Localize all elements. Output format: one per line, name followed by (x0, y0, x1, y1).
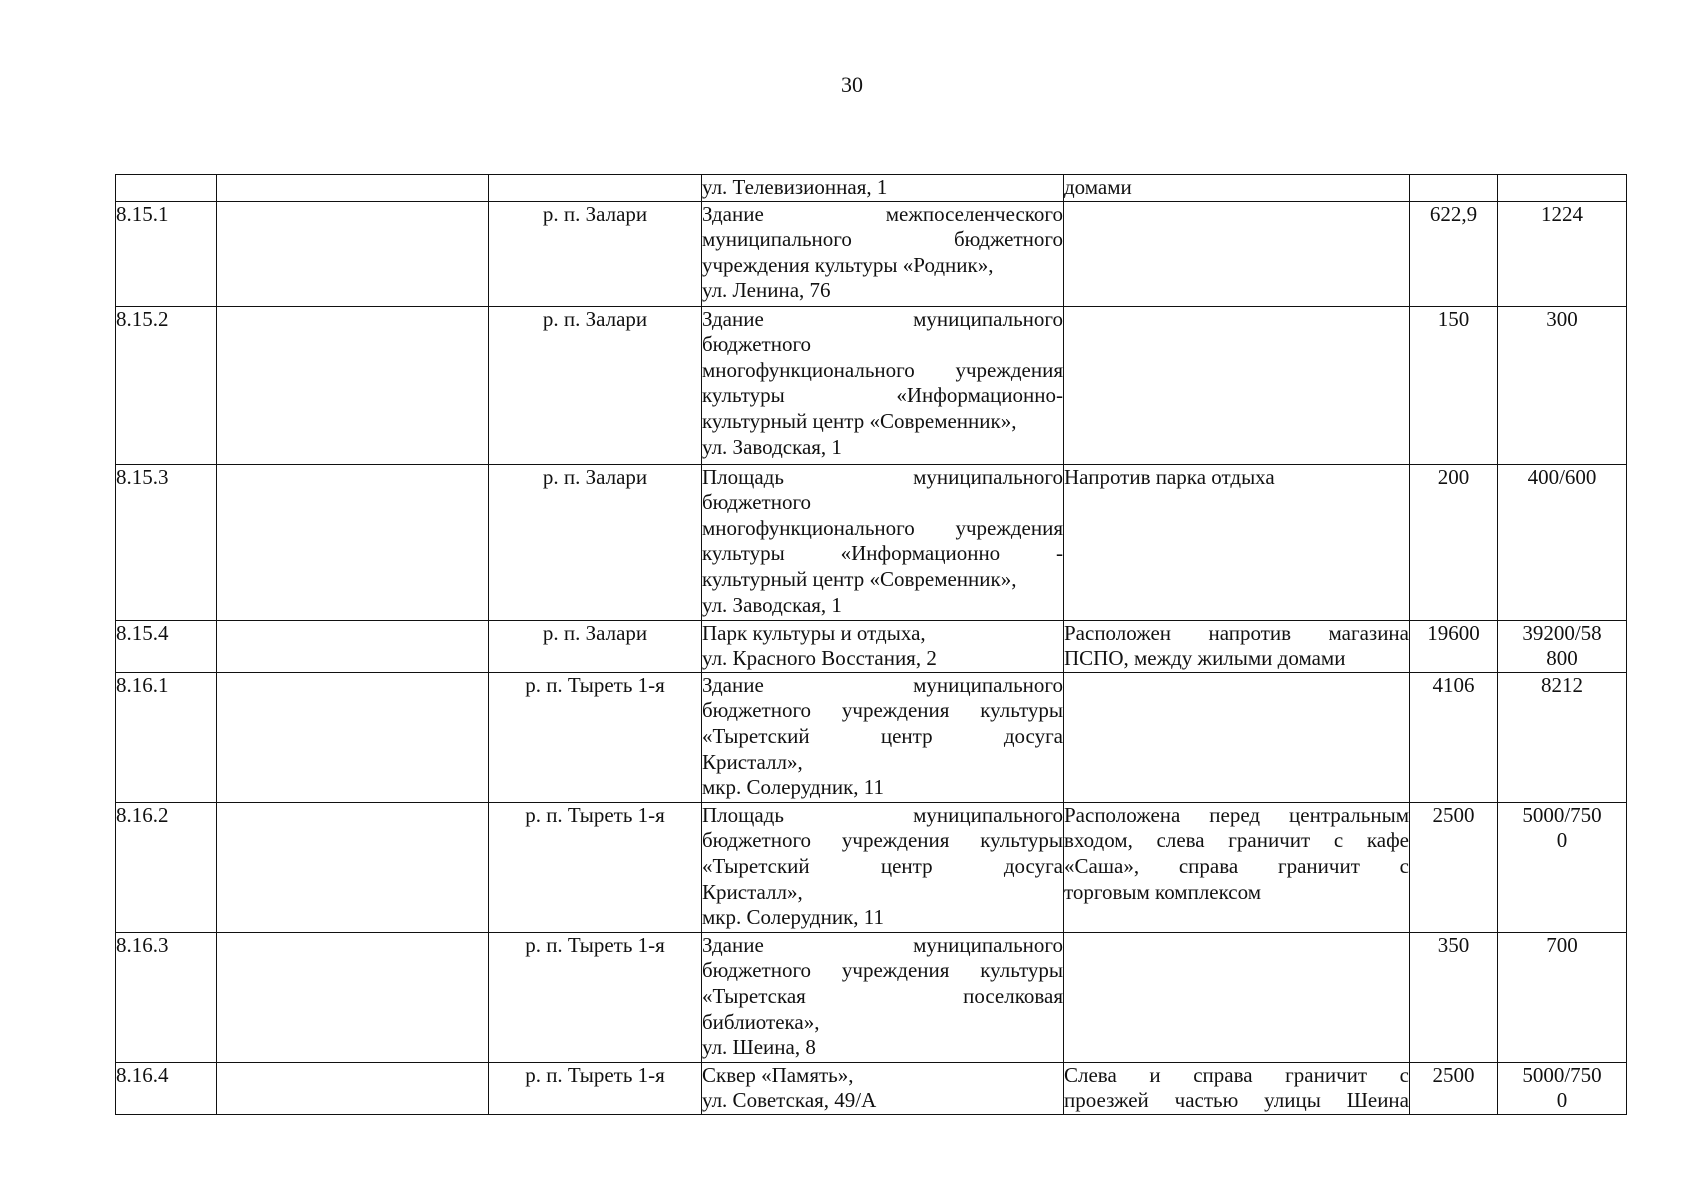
cell-num (116, 932, 217, 1062)
object-line: муниципального бюджетного (702, 227, 1063, 252)
cell-object (702, 1062, 1064, 1114)
object-line: мкр. Солерудник, 11 (702, 905, 885, 930)
cell-capacity (1498, 464, 1627, 620)
cell-area (1410, 620, 1498, 672)
settlement-name: р. п. Тыреть 1-я (525, 672, 665, 697)
cell-settlement (489, 672, 702, 802)
cell-description (1064, 932, 1410, 1062)
cell-empty (217, 672, 489, 802)
cell-capacity (1498, 175, 1627, 202)
object-line: Сквер «Память», (702, 1062, 854, 1087)
cell-object (702, 932, 1064, 1062)
row-number: 8.15.2 (116, 306, 169, 331)
cell-description (1064, 1062, 1410, 1114)
cell-settlement (489, 620, 702, 672)
cell-object (702, 620, 1064, 672)
cell-empty (217, 1062, 489, 1114)
object-line: библиотека», (702, 1009, 820, 1034)
cell-settlement (489, 1062, 702, 1114)
table-row (116, 672, 1627, 802)
table-row (116, 1062, 1627, 1114)
description-line: торговым комплексом (1064, 879, 1262, 904)
cell-area (1410, 464, 1498, 620)
cell-settlement (489, 201, 702, 306)
cell-num (116, 672, 217, 802)
cell-settlement (489, 306, 702, 464)
description-line: домами (1064, 175, 1132, 199)
cell-settlement (489, 932, 702, 1062)
row-number: 8.15.1 (116, 201, 169, 226)
cell-description (1064, 201, 1410, 306)
cell-settlement (489, 175, 702, 202)
cell-description (1064, 672, 1410, 802)
table-row (116, 620, 1627, 672)
cell-description (1064, 306, 1410, 464)
object-line: ул. Заводская, 1 (702, 434, 842, 459)
description-line: входом, слева граничит с кафе (1064, 828, 1409, 853)
object-line: ул. Ленина, 76 (702, 278, 831, 303)
cell-empty (217, 464, 489, 620)
continuation-row (116, 175, 1627, 202)
description-line: Напротив парка отдыха (1064, 464, 1275, 489)
cell-object (702, 175, 1064, 202)
cell-description (1064, 175, 1410, 202)
object-line: «Тыретский центр досуга (702, 853, 1063, 878)
cell-area (1410, 1062, 1498, 1114)
cell-settlement (489, 464, 702, 620)
area-value: 19600 (1427, 620, 1480, 645)
object-line: «Тыретская поселковая (702, 983, 1063, 1008)
settlement-name: р. п. Залари (542, 306, 648, 331)
row-number: 8.15.4 (116, 620, 169, 645)
description-line: Расположена перед центральным (1064, 802, 1409, 827)
row-number: 8.16.1 (116, 672, 169, 697)
row-number: 8.16.4 (116, 1062, 169, 1087)
cell-object (702, 802, 1064, 932)
cell-empty (217, 201, 489, 306)
objects-table (115, 174, 1627, 1115)
object-line: «Тыретский центр досуга (702, 723, 1063, 748)
object-line: бюджетного учреждения культуры (702, 958, 1063, 983)
object-line: Кристалл», (702, 749, 803, 774)
cell-area (1410, 306, 1498, 464)
cell-description (1064, 620, 1410, 672)
cell-object (702, 201, 1064, 306)
description-line: ПСПО, между жилыми домами (1064, 646, 1346, 671)
capacity-value: 1224 (1541, 201, 1583, 226)
object-line: бюджетного (702, 490, 812, 515)
area-value: 350 (1437, 932, 1470, 957)
settlement-name: р. п. Тыреть 1-я (525, 1062, 665, 1087)
area-value: 4106 (1432, 672, 1475, 697)
area-value: 2500 (1432, 1062, 1475, 1087)
cell-area (1410, 201, 1498, 306)
area-value: 200 (1437, 464, 1470, 489)
cell-description (1064, 802, 1410, 932)
capacity-value: 5000/750 0 (1522, 1062, 1602, 1113)
object-line: многофункционального учреждения (702, 515, 1063, 540)
capacity-value: 39200/58 800 (1522, 620, 1602, 671)
object-line: ул. Шеина, 8 (702, 1035, 816, 1060)
settlement-name: р. п. Тыреть 1-я (525, 802, 665, 827)
object-line: ул. Заводская, 1 (702, 592, 842, 617)
object-line: многофункционального учреждения (702, 357, 1063, 382)
object-line: Парк культуры и отдыха, (702, 620, 926, 645)
cell-empty (217, 620, 489, 672)
object-line: ул. Красного Восстания, 2 (702, 646, 937, 671)
area-value: 2500 (1432, 802, 1475, 827)
cell-object (702, 672, 1064, 802)
cell-num (116, 306, 217, 464)
cell-object (702, 306, 1064, 464)
settlement-name: р. п. Залари (542, 464, 648, 489)
cell-description (1064, 464, 1410, 620)
description-line: Слева и справа граничит с (1064, 1062, 1409, 1087)
cell-capacity (1498, 620, 1627, 672)
object-line: культуры «Информационно- (702, 383, 1063, 408)
settlement-name: р. п. Тыреть 1-я (525, 932, 665, 957)
object-line: бюджетного учреждения культуры (702, 828, 1063, 853)
cell-object (702, 464, 1064, 620)
object-line: Площадь муниципального (702, 464, 1063, 489)
table-row (116, 932, 1627, 1062)
cell-settlement (489, 802, 702, 932)
cell-area (1410, 932, 1498, 1062)
cell-area (1410, 802, 1498, 932)
table-row (116, 201, 1627, 306)
cell-num (116, 175, 217, 202)
row-number: 8.15.3 (116, 464, 169, 489)
table-body (116, 175, 1627, 1115)
row-number: 8.16.3 (116, 932, 169, 957)
cell-num (116, 201, 217, 306)
object-line: Здание муниципального (702, 932, 1063, 957)
cell-capacity (1498, 1062, 1627, 1114)
cell-empty (217, 306, 489, 464)
cell-capacity (1498, 802, 1627, 932)
area-value: 622,9 (1429, 201, 1478, 226)
object-line: ул. Советская, 49/А (702, 1088, 877, 1113)
object-line: мкр. Солерудник, 11 (702, 775, 885, 800)
cell-empty (217, 175, 489, 202)
cell-num (116, 1062, 217, 1114)
description-line: проезжей частью улицы Шеина (1064, 1088, 1409, 1113)
object-line: бюджетного (702, 332, 812, 357)
object-line: культурный центр «Современник», (702, 566, 1017, 591)
table-row (116, 464, 1627, 620)
description-line: Расположен напротив магазина (1064, 620, 1409, 645)
capacity-value: 300 (1546, 306, 1578, 331)
cell-area (1410, 175, 1498, 202)
cell-num (116, 802, 217, 932)
cell-num (116, 464, 217, 620)
capacity-value: 400/600 (1527, 464, 1597, 489)
cell-capacity (1498, 932, 1627, 1062)
area-value: 150 (1437, 306, 1470, 331)
object-line: ул. Телевизионная, 1 (702, 175, 888, 199)
settlement-name: р. п. Залари (542, 201, 648, 226)
object-line: Площадь муниципального (702, 802, 1063, 827)
row-number: 8.16.2 (116, 802, 169, 827)
object-line: учреждения культуры «Родник», (702, 252, 994, 277)
object-line: Кристалл», (702, 879, 803, 904)
cell-num (116, 620, 217, 672)
object-line: культуры «Информационно - (702, 541, 1063, 566)
capacity-value: 700 (1546, 932, 1578, 957)
cell-capacity (1498, 306, 1627, 464)
capacity-value: 5000/750 0 (1522, 802, 1602, 853)
cell-capacity (1498, 201, 1627, 306)
settlement-name: р. п. Залари (542, 620, 648, 645)
object-line: Здание муниципального (702, 306, 1063, 331)
capacity-value: 8212 (1541, 672, 1583, 697)
cell-capacity (1498, 672, 1627, 802)
description-line: «Саша», справа граничит с (1064, 853, 1409, 878)
object-line: Здание муниципального (702, 672, 1063, 697)
page-number: 30 (841, 72, 863, 97)
table-row (116, 306, 1627, 464)
cell-empty (217, 802, 489, 932)
cell-area (1410, 672, 1498, 802)
object-line: культурный центр «Современник», (702, 408, 1017, 433)
object-line: бюджетного учреждения культуры (702, 698, 1063, 723)
cell-empty (217, 932, 489, 1062)
object-line: Здание межпоселенческого (702, 201, 1063, 226)
table-row (116, 802, 1627, 932)
